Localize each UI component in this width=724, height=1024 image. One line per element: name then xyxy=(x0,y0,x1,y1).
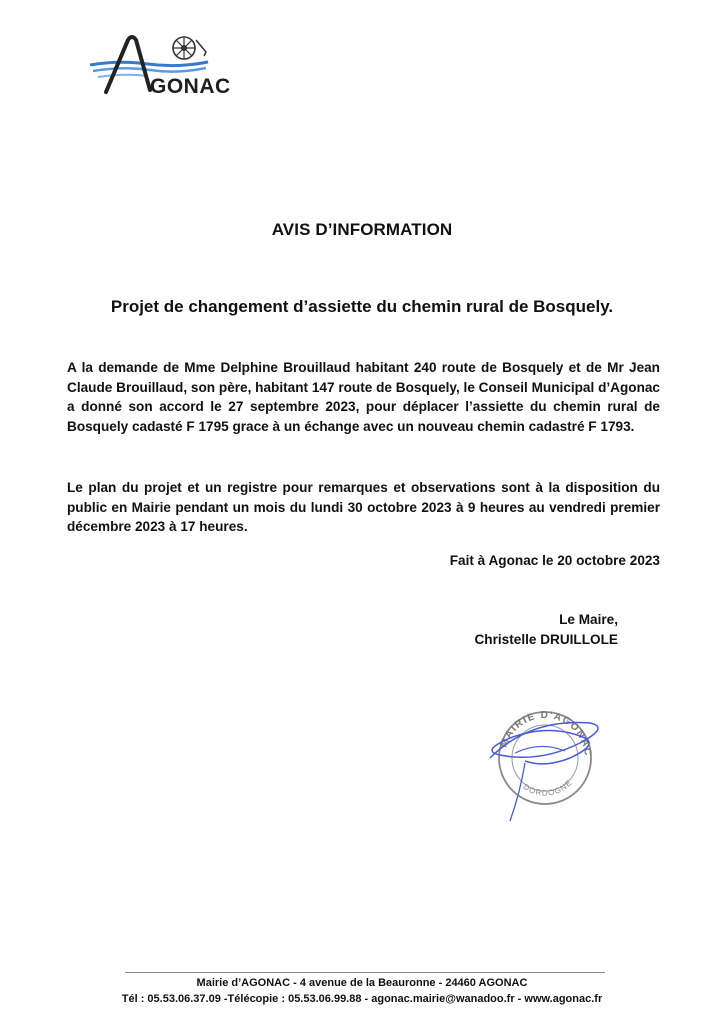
body-paragraph-1: A la demande de Mme Delphine Brouillaud habitant 240 route de Bosquely et de Mr Jean Claude Brouillaud, son père, habitant 147 route de Bosquely, le Conseil Municipal d’Agonac a donné son accord le 27 septembre 2023, pour déplacer l’assiette du chemin rural de Bosquely cadasté F 1795 grace à un échange avec un nouveau chemin cadastré F 1793. xyxy=(67,360,660,434)
page-title: AVIS D’INFORMATION xyxy=(271,220,453,239)
body-paragraph-2: Le plan du projet et un registre pour remarques et observations sont à la disposition du public en Mairie pendant un mois du lundi 30 octobre 2023 à 9 heures au vendredi premier décembre 2023 à 17 heures. xyxy=(67,480,660,534)
footer-contact: Tél : 05.53.06.37.09 -Télécopie : 05.53.06.99.88 - agonac.mairie@wanadoo.fr - www.agonac.fr xyxy=(121,993,603,1005)
svg-text:DORDOGNE: DORDOGNE xyxy=(521,777,575,798)
page-subtitle: Projet de changement d’assiette du chemin rural de Bosquely. xyxy=(110,297,614,316)
signatory-role: Le Maire, xyxy=(559,612,618,627)
footer-address: Mairie d’AGONAC - 4 avenue de la Beauronne - 24460 AGONAC xyxy=(196,977,528,989)
logo-text: GONAC xyxy=(150,75,231,98)
signature-block xyxy=(455,610,618,650)
footer-divider xyxy=(125,972,605,973)
mill-wheel-icon xyxy=(173,37,195,59)
official-seal-stamp xyxy=(470,683,620,833)
agonac-logo xyxy=(88,30,248,100)
signed-place-date: Fait à Agonac le 20 octobre 2023 xyxy=(449,553,660,568)
svg-text:MAIRIE D'AGONAC: MAIRIE D'AGONAC xyxy=(498,709,594,758)
signatory-name: Christelle DRUILLOLE xyxy=(474,632,618,647)
